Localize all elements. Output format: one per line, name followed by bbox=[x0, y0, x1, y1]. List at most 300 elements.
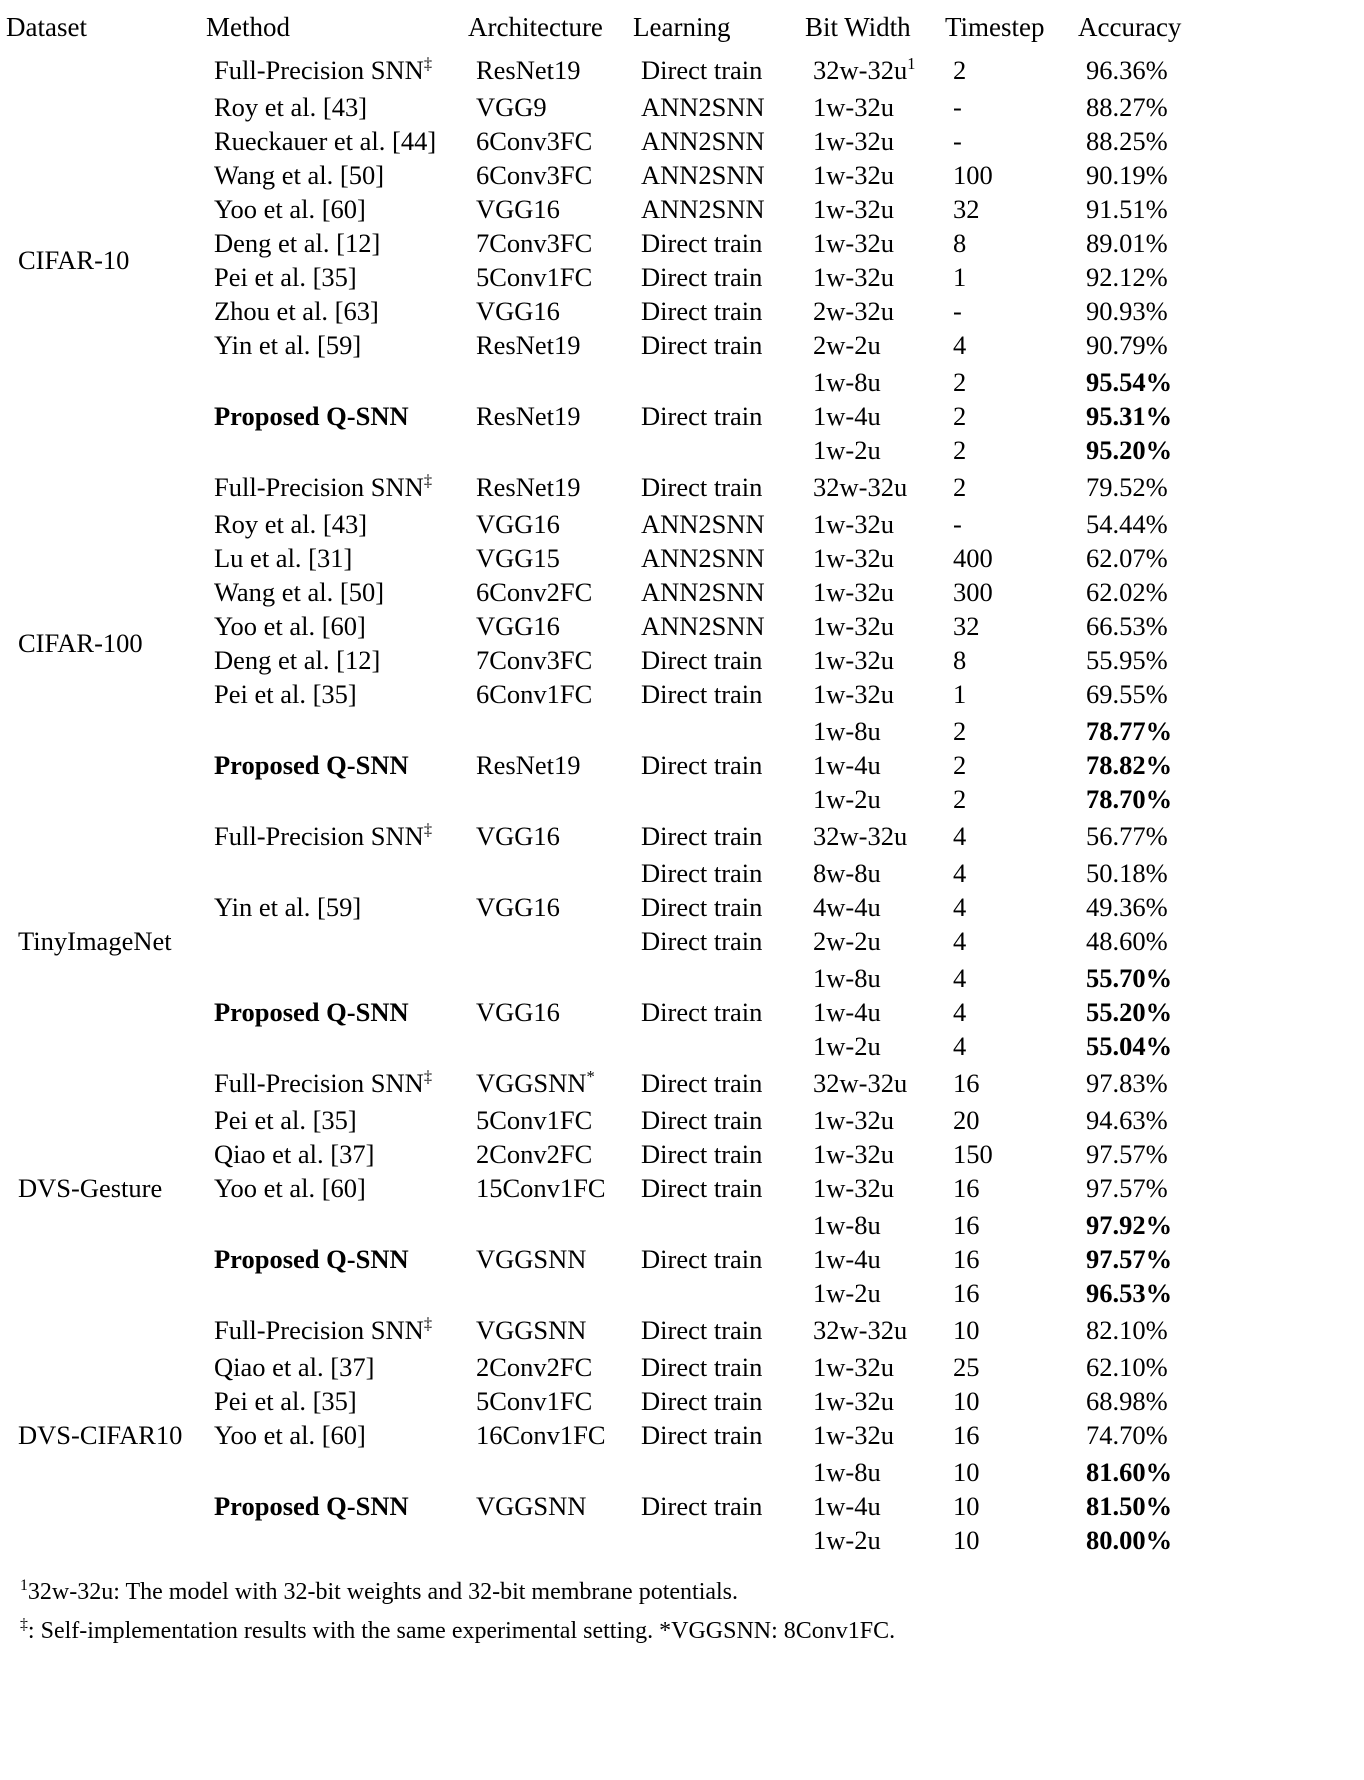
timestep-value-text: 8 bbox=[953, 227, 967, 258]
timestep-value-text: 150 bbox=[953, 1138, 993, 1169]
method-name bbox=[206, 1350, 468, 1384]
table-row-proposed bbox=[6, 1242, 1358, 1276]
architecture-value bbox=[468, 294, 633, 328]
proposed-method-name bbox=[206, 365, 468, 399]
timestep-value-text: 4 bbox=[953, 996, 967, 1027]
table-row bbox=[6, 575, 1358, 609]
column-header-bit-width: Bit Width bbox=[805, 11, 911, 42]
learning-value-text: Direct train bbox=[641, 1351, 763, 1382]
table-row bbox=[6, 1103, 1358, 1137]
learning-value bbox=[633, 1208, 805, 1242]
method-name-text: Wang et al. [50] bbox=[214, 159, 385, 190]
bit-width-value bbox=[805, 328, 945, 362]
table-body bbox=[6, 53, 1358, 1557]
table-row bbox=[6, 328, 1358, 362]
accuracy-value bbox=[1078, 1276, 1358, 1310]
proposed-method-name bbox=[206, 1455, 468, 1489]
architecture-value bbox=[468, 124, 633, 158]
timestep-value bbox=[945, 819, 1078, 853]
proposed-method-name bbox=[206, 714, 468, 748]
timestep-value bbox=[945, 1029, 1078, 1063]
learning-value bbox=[633, 433, 805, 467]
proposed-method-name bbox=[206, 995, 468, 1029]
accuracy-value bbox=[1078, 433, 1358, 467]
accuracy-value-text: 74.70% bbox=[1086, 1419, 1168, 1450]
bit-width-value-text: 1w-32u bbox=[813, 610, 894, 641]
architecture-value bbox=[468, 643, 633, 677]
table-row-proposed bbox=[6, 995, 1358, 1029]
method-name-text: Full-Precision SNN‡ bbox=[214, 1066, 433, 1098]
method-name bbox=[206, 53, 468, 87]
accuracy-value-text: 79.52% bbox=[1086, 471, 1168, 502]
bit-width-value-text: 1w-32u bbox=[813, 542, 894, 573]
architecture-value bbox=[468, 1171, 633, 1205]
timestep-value bbox=[945, 1313, 1078, 1347]
timestep-value bbox=[945, 399, 1078, 433]
table-row bbox=[6, 53, 1358, 87]
timestep-value-text: - bbox=[953, 91, 962, 122]
method-name bbox=[206, 1171, 468, 1205]
accuracy-value-text: 97.83% bbox=[1086, 1067, 1168, 1098]
timestep-value bbox=[945, 328, 1078, 362]
method-name bbox=[206, 124, 468, 158]
timestep-value bbox=[945, 1455, 1078, 1489]
method-name-marker: ‡ bbox=[423, 53, 433, 73]
accuracy-value bbox=[1078, 924, 1358, 958]
accuracy-value bbox=[1078, 1029, 1358, 1063]
learning-value bbox=[633, 643, 805, 677]
learning-value bbox=[633, 192, 805, 226]
timestep-value-text: 2 bbox=[953, 471, 967, 502]
dataset-label-text: DVS-CIFAR10 bbox=[18, 1419, 183, 1450]
architecture-value bbox=[468, 1384, 633, 1418]
header-row bbox=[6, 4, 1358, 50]
learning-value-text: Direct train bbox=[641, 54, 763, 85]
accuracy-value-text: 48.60% bbox=[1086, 925, 1168, 956]
timestep-value-text: 16 bbox=[953, 1067, 980, 1098]
accuracy-value bbox=[1078, 1066, 1358, 1100]
method-name-text: Pei et al. [35] bbox=[214, 678, 357, 709]
method-name bbox=[206, 90, 468, 124]
accuracy-value-text: 82.10% bbox=[1086, 1314, 1168, 1345]
bit-width-value-text: 1w-4u bbox=[813, 1243, 881, 1274]
footnote-1-marker: 1 bbox=[20, 1577, 28, 1594]
accuracy-value-text: 88.27% bbox=[1086, 91, 1168, 122]
proposed-method-name bbox=[206, 1242, 468, 1276]
proposed-method-name-text: Proposed Q-SNN bbox=[214, 400, 409, 431]
timestep-value bbox=[945, 1350, 1078, 1384]
architecture-value bbox=[468, 782, 633, 816]
method-name-text: Full-Precision SNN‡ bbox=[214, 470, 433, 502]
architecture-value-text: 6Conv1FC bbox=[476, 678, 593, 709]
accuracy-value bbox=[1078, 1208, 1358, 1242]
learning-value-text: Direct train bbox=[641, 1138, 763, 1169]
accuracy-value-text: 91.51% bbox=[1086, 193, 1168, 224]
learning-value-text: Direct train bbox=[641, 295, 763, 326]
bit-width-value-text: 2w-32u bbox=[813, 295, 894, 326]
architecture-value bbox=[468, 1350, 633, 1384]
timestep-value bbox=[945, 924, 1078, 958]
architecture-value-text: VGGSNN* bbox=[476, 1066, 595, 1098]
bit-width-value bbox=[805, 1066, 945, 1100]
proposed-method-name bbox=[206, 782, 468, 816]
timestep-value bbox=[945, 433, 1078, 467]
accuracy-value bbox=[1078, 1103, 1358, 1137]
accuracy-value bbox=[1078, 399, 1358, 433]
accuracy-value-text: 49.36% bbox=[1086, 891, 1168, 922]
architecture-value-text: ResNet19 bbox=[476, 471, 581, 502]
timestep-value-text: 16 bbox=[953, 1243, 980, 1274]
bit-width-value bbox=[805, 890, 945, 924]
proposed-method-name bbox=[206, 1029, 468, 1063]
table-row bbox=[6, 90, 1358, 124]
timestep-value-text: 1 bbox=[953, 261, 967, 292]
accuracy-value-text: 69.55% bbox=[1086, 678, 1168, 709]
proposed-method-name bbox=[206, 399, 468, 433]
learning-value bbox=[633, 1384, 805, 1418]
timestep-value bbox=[945, 677, 1078, 711]
bit-width-value bbox=[805, 124, 945, 158]
accuracy-value bbox=[1078, 819, 1358, 853]
learning-value bbox=[633, 1242, 805, 1276]
architecture-value-text: 6Conv3FC bbox=[476, 125, 593, 156]
accuracy-value bbox=[1078, 1489, 1358, 1523]
timestep-value-text: 16 bbox=[953, 1419, 980, 1450]
column-header-architecture: Architecture bbox=[468, 11, 603, 42]
bit-width-value-text: 1w-8u bbox=[813, 366, 881, 397]
architecture-value-text: VGG16 bbox=[476, 295, 560, 326]
method-name-text: Qiao et al. [37] bbox=[214, 1351, 375, 1382]
accuracy-value bbox=[1078, 1418, 1358, 1452]
timestep-value-text: 4 bbox=[953, 925, 967, 956]
learning-value-text: ANN2SNN bbox=[641, 125, 765, 156]
dataset-label-text: CIFAR-10 bbox=[18, 244, 130, 275]
learning-value bbox=[633, 748, 805, 782]
timestep-value-text: - bbox=[953, 125, 962, 156]
bit-width-value bbox=[805, 924, 945, 958]
timestep-value bbox=[945, 90, 1078, 124]
architecture-value bbox=[468, 192, 633, 226]
accuracy-value bbox=[1078, 995, 1358, 1029]
timestep-value bbox=[945, 643, 1078, 677]
bit-width-value bbox=[805, 294, 945, 328]
architecture-value bbox=[468, 433, 633, 467]
timestep-value-text: 16 bbox=[953, 1277, 980, 1308]
accuracy-value-text: 55.70% bbox=[1086, 962, 1173, 993]
timestep-value bbox=[945, 365, 1078, 399]
bit-width-value bbox=[805, 226, 945, 260]
accuracy-value bbox=[1078, 470, 1358, 504]
timestep-value-text: 32 bbox=[953, 193, 980, 224]
method-name-text: Pei et al. [35] bbox=[214, 1385, 357, 1416]
learning-value bbox=[633, 226, 805, 260]
learning-value bbox=[633, 399, 805, 433]
table-row bbox=[6, 1137, 1358, 1171]
learning-value-text: Direct train bbox=[641, 857, 763, 888]
architecture-value bbox=[468, 507, 633, 541]
table-row-proposed bbox=[6, 1208, 1358, 1242]
table-row-proposed bbox=[6, 714, 1358, 748]
accuracy-value-text: 81.60% bbox=[1086, 1456, 1173, 1487]
method-name-text: Deng et al. [12] bbox=[214, 644, 381, 675]
method-name-marker: ‡ bbox=[423, 1313, 433, 1333]
bit-width-value-text: 1w-32u bbox=[813, 1419, 894, 1450]
learning-value-text: Direct train bbox=[641, 925, 763, 956]
learning-value-text: ANN2SNN bbox=[641, 542, 765, 573]
table-row-proposed bbox=[6, 1523, 1358, 1557]
learning-value-text: Direct train bbox=[641, 820, 763, 851]
bit-width-value bbox=[805, 1418, 945, 1452]
proposed-method-name bbox=[206, 1208, 468, 1242]
learning-value bbox=[633, 961, 805, 995]
timestep-value bbox=[945, 53, 1078, 87]
architecture-value bbox=[468, 53, 633, 87]
table-row bbox=[6, 192, 1358, 226]
architecture-value-text: 6Conv3FC bbox=[476, 159, 593, 190]
method-name bbox=[206, 192, 468, 226]
method-name-text: Full-Precision SNN‡ bbox=[214, 819, 433, 851]
architecture-value bbox=[468, 856, 633, 890]
timestep-value bbox=[945, 1242, 1078, 1276]
accuracy-value-text: 90.19% bbox=[1086, 159, 1168, 190]
timestep-value bbox=[945, 1103, 1078, 1137]
footnote-2 bbox=[20, 1612, 1358, 1651]
bit-width-value bbox=[805, 53, 945, 87]
table-row bbox=[6, 470, 1358, 504]
method-name-text: Zhou et al. [63] bbox=[214, 295, 379, 326]
architecture-value bbox=[468, 575, 633, 609]
architecture-value bbox=[468, 1029, 633, 1063]
architecture-value-text: VGG16 bbox=[476, 996, 560, 1027]
table-row bbox=[6, 294, 1358, 328]
timestep-value bbox=[945, 1418, 1078, 1452]
accuracy-value bbox=[1078, 192, 1358, 226]
learning-value bbox=[633, 677, 805, 711]
architecture-value-text: ResNet19 bbox=[476, 329, 581, 360]
method-name bbox=[206, 609, 468, 643]
timestep-value-text: 1 bbox=[953, 678, 967, 709]
architecture-value-text: 16Conv1FC bbox=[476, 1419, 606, 1450]
learning-value bbox=[633, 1489, 805, 1523]
timestep-value bbox=[945, 1384, 1078, 1418]
method-name-text: Lu et al. [31] bbox=[214, 542, 353, 573]
bit-width-value-text: 2w-2u bbox=[813, 329, 881, 360]
accuracy-value bbox=[1078, 294, 1358, 328]
timestep-value bbox=[945, 995, 1078, 1029]
learning-value bbox=[633, 995, 805, 1029]
method-name-text: Pei et al. [35] bbox=[214, 261, 357, 292]
bit-width-value bbox=[805, 470, 945, 504]
dataset-label-text: TinyImageNet bbox=[18, 925, 172, 956]
method-name bbox=[206, 1066, 468, 1100]
method-name bbox=[206, 260, 468, 294]
timestep-value-text: 32 bbox=[953, 610, 980, 641]
accuracy-value-text: 96.36% bbox=[1086, 54, 1168, 85]
bit-width-value-text: 2w-2u bbox=[813, 925, 881, 956]
timestep-value-text: 2 bbox=[953, 783, 967, 814]
timestep-value bbox=[945, 961, 1078, 995]
bit-width-value bbox=[805, 856, 945, 890]
learning-value-text: Direct train bbox=[641, 471, 763, 502]
learning-value bbox=[633, 1137, 805, 1171]
timestep-value-text: 8 bbox=[953, 644, 967, 675]
method-name bbox=[206, 890, 468, 924]
dataset-label bbox=[6, 1313, 206, 1557]
comparison-results-table bbox=[6, 0, 1358, 1561]
architecture-value bbox=[468, 1208, 633, 1242]
learning-value bbox=[633, 924, 805, 958]
timestep-value-text: 25 bbox=[953, 1351, 980, 1382]
method-name bbox=[206, 1137, 468, 1171]
architecture-value bbox=[468, 470, 633, 504]
table-row bbox=[6, 1350, 1358, 1384]
dataset-label bbox=[6, 53, 206, 467]
method-name bbox=[206, 819, 468, 853]
learning-value-text: Direct train bbox=[641, 1172, 763, 1203]
learning-value bbox=[633, 507, 805, 541]
proposed-method-name bbox=[206, 1276, 468, 1310]
timestep-value bbox=[945, 158, 1078, 192]
learning-value bbox=[633, 782, 805, 816]
bit-width-value bbox=[805, 433, 945, 467]
accuracy-value bbox=[1078, 1523, 1358, 1557]
architecture-value-text: VGG16 bbox=[476, 610, 560, 641]
accuracy-value-text: 90.79% bbox=[1086, 329, 1168, 360]
learning-value bbox=[633, 1066, 805, 1100]
accuracy-value-text: 88.25% bbox=[1086, 125, 1168, 156]
accuracy-value-text: 95.20% bbox=[1086, 434, 1173, 465]
accuracy-value-text: 78.77% bbox=[1086, 715, 1173, 746]
learning-value-text: Direct train bbox=[641, 678, 763, 709]
table-row bbox=[6, 507, 1358, 541]
table-row-proposed bbox=[6, 782, 1358, 816]
bit-width-value bbox=[805, 677, 945, 711]
proposed-method-name-text: Proposed Q-SNN bbox=[214, 996, 409, 1027]
method-name bbox=[206, 470, 468, 504]
architecture-value-text: VGG16 bbox=[476, 820, 560, 851]
table-row-proposed bbox=[6, 748, 1358, 782]
accuracy-value bbox=[1078, 1350, 1358, 1384]
timestep-value bbox=[945, 1276, 1078, 1310]
bit-width-value bbox=[805, 1103, 945, 1137]
timestep-value-text: 16 bbox=[953, 1209, 980, 1240]
bit-width-value bbox=[805, 1171, 945, 1205]
learning-value-text: Direct train bbox=[641, 1104, 763, 1135]
learning-value bbox=[633, 53, 805, 87]
rule-bottom bbox=[6, 1557, 1358, 1561]
table-row bbox=[6, 124, 1358, 158]
timestep-value-text: - bbox=[953, 295, 962, 326]
accuracy-value bbox=[1078, 507, 1358, 541]
architecture-value bbox=[468, 1103, 633, 1137]
accuracy-value-text: 55.95% bbox=[1086, 644, 1168, 675]
method-name-text: Wang et al. [50] bbox=[214, 576, 385, 607]
architecture-value bbox=[468, 226, 633, 260]
bit-width-value bbox=[805, 748, 945, 782]
learning-value bbox=[633, 819, 805, 853]
architecture-value-text: VGG16 bbox=[476, 891, 560, 922]
accuracy-value-text: 62.07% bbox=[1086, 542, 1168, 573]
bit-width-value bbox=[805, 643, 945, 677]
bit-width-value-text: 1w-4u bbox=[813, 749, 881, 780]
timestep-value bbox=[945, 507, 1078, 541]
bit-width-value-text: 32w-32u bbox=[813, 1314, 908, 1345]
accuracy-value bbox=[1078, 226, 1358, 260]
timestep-value-text: 2 bbox=[953, 715, 967, 746]
proposed-method-name bbox=[206, 1489, 468, 1523]
table-row bbox=[6, 890, 1358, 924]
timestep-value bbox=[945, 714, 1078, 748]
table-row-proposed bbox=[6, 1455, 1358, 1489]
learning-value bbox=[633, 1171, 805, 1205]
proposed-method-name bbox=[206, 1523, 468, 1557]
architecture-value bbox=[468, 714, 633, 748]
accuracy-value bbox=[1078, 677, 1358, 711]
column-header-timestep: Timestep bbox=[945, 11, 1045, 42]
bit-width-value bbox=[805, 1208, 945, 1242]
accuracy-value bbox=[1078, 1455, 1358, 1489]
accuracy-value bbox=[1078, 1384, 1358, 1418]
table-row bbox=[6, 643, 1358, 677]
learning-value-text: ANN2SNN bbox=[641, 610, 765, 641]
footnote-2-text: : Self-implementation results with the same experimental setting. *VGGSNN: 8Conv1FC. bbox=[27, 1617, 896, 1644]
architecture-value bbox=[468, 1523, 633, 1557]
architecture-value bbox=[468, 90, 633, 124]
learning-value bbox=[633, 1455, 805, 1489]
learning-value-text: Direct train bbox=[641, 749, 763, 780]
timestep-value bbox=[945, 1208, 1078, 1242]
architecture-value-text: 5Conv1FC bbox=[476, 261, 593, 292]
method-name-text: Full-Precision SNN‡ bbox=[214, 53, 433, 85]
bit-width-value-text: 1w-32u bbox=[813, 227, 894, 258]
table-row bbox=[6, 1313, 1358, 1347]
bit-width-value-text: 1w-32u bbox=[813, 91, 894, 122]
architecture-value bbox=[468, 1242, 633, 1276]
learning-value-text: Direct train bbox=[641, 891, 763, 922]
learning-value-text: Direct train bbox=[641, 1243, 763, 1274]
architecture-value-text: 15Conv1FC bbox=[476, 1172, 606, 1203]
bit-width-value-text: 1w-32u bbox=[813, 1104, 894, 1135]
column-header-accuracy: Accuracy bbox=[1078, 11, 1182, 42]
accuracy-value-text: 95.54% bbox=[1086, 366, 1173, 397]
bit-width-value bbox=[805, 995, 945, 1029]
bit-width-value bbox=[805, 507, 945, 541]
method-name-text: Qiao et al. [37] bbox=[214, 1138, 375, 1169]
accuracy-value-text: 96.53% bbox=[1086, 1277, 1173, 1308]
timestep-value-text: 4 bbox=[953, 1030, 967, 1061]
timestep-value bbox=[945, 124, 1078, 158]
method-name bbox=[206, 1103, 468, 1137]
bit-width-value bbox=[805, 714, 945, 748]
accuracy-value bbox=[1078, 53, 1358, 87]
bit-width-value bbox=[805, 1455, 945, 1489]
architecture-value bbox=[468, 1418, 633, 1452]
learning-value-text: ANN2SNN bbox=[641, 576, 765, 607]
bit-width-value-text: 1w-32u bbox=[813, 644, 894, 675]
bit-width-value-text: 1w-8u bbox=[813, 962, 881, 993]
method-name-marker: ‡ bbox=[423, 470, 433, 490]
column-header-learning: Learning bbox=[633, 11, 731, 42]
learning-value bbox=[633, 90, 805, 124]
learning-value bbox=[633, 714, 805, 748]
learning-value bbox=[633, 365, 805, 399]
accuracy-value bbox=[1078, 575, 1358, 609]
accuracy-value-text: 89.01% bbox=[1086, 227, 1168, 258]
bit-width-value bbox=[805, 1350, 945, 1384]
architecture-value bbox=[468, 1455, 633, 1489]
accuracy-value bbox=[1078, 1313, 1358, 1347]
bit-width-value bbox=[805, 1523, 945, 1557]
